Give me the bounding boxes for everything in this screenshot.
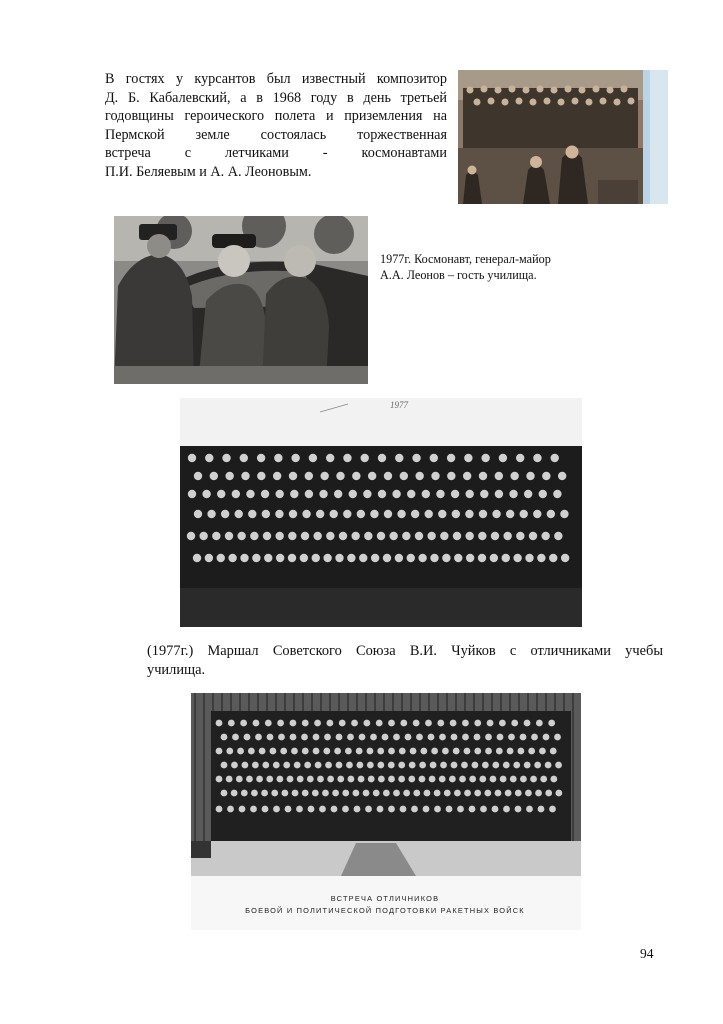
- photo-hall-print-caption: [195, 893, 575, 917]
- intro-line: Пермской земле состоялась торжественная: [105, 126, 447, 143]
- intro-line: Д. Б. Кабалевский, а в 1968 году в день третьей: [105, 89, 447, 106]
- intro-paragraph: [105, 70, 447, 182]
- intro-line: В гостях у курсантов был известный композитор: [105, 71, 447, 87]
- photo-chuikov-caption: [147, 642, 663, 680]
- photo-handwritten-year: 1977: [390, 400, 408, 410]
- photo-leonov-caption: [380, 251, 600, 283]
- intro-line: встреча с летчиками - космонавтами: [105, 145, 447, 162]
- caption-line: ВСТРЕЧА ОТЛИЧНИКОВ: [330, 894, 440, 903]
- photo-cosmonauts-meeting: [458, 70, 668, 204]
- intro-line: годовщины героического полета и приземления на: [105, 108, 447, 125]
- photo-chuikov-group: [180, 398, 582, 627]
- caption-line: БОЕВОЙ И ПОЛИТИЧЕСКОЙ ПОДГОТОВКИ РАКЕТНЫХ ВОЙСК: [245, 906, 525, 915]
- caption-line: (1977г.) Маршал Советского Союза В.И. Чуйков с отличниками учебы: [147, 643, 663, 659]
- photo-leonov-visit: [114, 216, 368, 384]
- caption-line: училища.: [147, 662, 206, 678]
- page-number: 94: [640, 946, 654, 961]
- intro-line: П.И. Беляевым и А. А. Леоновым.: [105, 163, 312, 180]
- caption-line: 1977г. Космонавт, генерал-майор: [380, 252, 551, 266]
- caption-line: А.А. Леонов – гость училища.: [380, 268, 537, 282]
